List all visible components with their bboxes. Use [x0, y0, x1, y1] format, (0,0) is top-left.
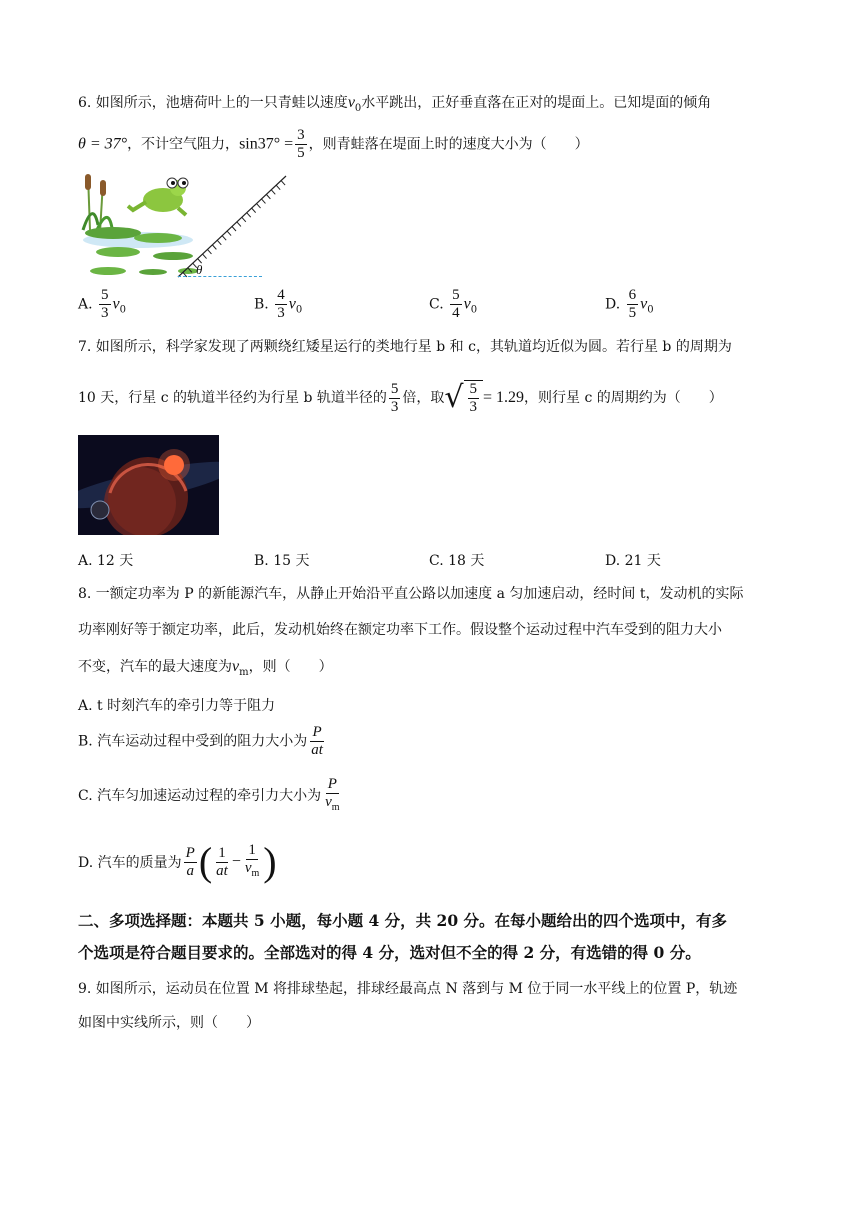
q8-option-b-text: B. 汽车运动过程中受到的阻力大小为 — [78, 733, 308, 750]
q9-line2: 如图中实线所示，则（ ） — [78, 1015, 260, 1031]
q8-line3-end: ，则（ ） — [248, 659, 333, 675]
q6-option-c-den: 4 — [452, 305, 460, 321]
q6-option-c-var: v — [463, 295, 471, 313]
incline-hatch-mark — [237, 222, 241, 227]
q8-option-a[interactable]: A. t 时刻汽车的牵引力等于阻力 — [78, 698, 276, 714]
dashed-baseline — [178, 276, 262, 277]
q6-line1-text: 6. 如图所示，池塘荷叶上的一只青蛙以速度 — [78, 95, 348, 111]
q8-line2: 功率刚好等于额定功率，此后，发动机始终在额定功率下工作。假设整个运动过程中汽车受到的阻力大小 — [78, 622, 722, 638]
incline-hatch-mark — [227, 231, 231, 236]
q6-line1-rest: 水平跳出，正好垂直落在正对的堤面上。已知堤面的倾角 — [361, 95, 712, 111]
q6-option-a-sub: 0 — [119, 304, 126, 316]
q8-option-d-f1 — [214, 845, 230, 880]
q8-option-b[interactable] — [78, 724, 327, 759]
q8-option-d-f2 — [243, 842, 261, 882]
q6-option-d-var: v — [640, 295, 648, 313]
q8-line1: 8. 一额定功率为 P 的新能源汽车，从静止开始沿平直公路以加速度 a 匀加速启动，经时间 t，发动机的实际 — [78, 586, 744, 602]
q7-line1: 7. 如图所示，科学家发现了两颗绕红矮星运行的类地行星 b 和 c，其轨道均近似为圆。若行星 b 的周期为 — [78, 339, 732, 355]
q7-option-b[interactable]: B. 15 天 — [254, 553, 310, 569]
q8-option-d-f2-num: 1 — [248, 842, 256, 858]
q6-option-d-sub: 0 — [647, 304, 654, 316]
q6-option-d-fraction — [627, 287, 639, 322]
q7-option-a[interactable]: A. 12 天 — [78, 553, 134, 569]
q6-option-b-den: 3 — [277, 305, 285, 321]
red-dwarf-planets-image — [78, 435, 219, 535]
q8-option-c-num: P — [327, 776, 337, 792]
q6-sin: sin37° = — [239, 135, 294, 153]
q6-line2 — [78, 127, 589, 162]
q7-option-c[interactable]: C. 18 天 — [429, 553, 485, 569]
q8-line3 — [78, 656, 333, 678]
q6-option-a-var: v — [112, 295, 120, 313]
incline-hatch-mark — [207, 249, 211, 254]
q8-option-d-den: a — [186, 862, 194, 879]
incline-hatch-mark — [252, 208, 256, 213]
q6-option-b[interactable] — [254, 287, 302, 322]
q7-line2-b: 倍，取 — [402, 390, 445, 406]
incline-hatch-mark — [247, 213, 251, 218]
q6-option-b-num: 4 — [277, 287, 285, 303]
incline-hatch-mark — [203, 254, 207, 259]
q6-line1 — [78, 92, 711, 114]
incline-hatch-mark — [257, 204, 261, 209]
section2-heading-line2: 个选项是符合题目要求的。全部选对的得 4 分，选对但不全的得 2 分，有选错的得 0 分。 — [78, 943, 701, 962]
q8-option-d-f1-num: 1 — [218, 844, 226, 861]
q6-line2-mid: ，不计空气阻力， — [127, 136, 240, 153]
q6-line2-end: ，则青蛙落在堤面上时的速度大小为（ ） — [308, 136, 589, 153]
incline-hatch-mark — [217, 240, 221, 245]
q6-option-c-fraction — [450, 287, 462, 322]
incline-hatch-mark — [242, 217, 246, 222]
incline-hatch-mark — [261, 199, 265, 204]
q6-var-v: v — [347, 94, 355, 111]
q6-option-d-den: 5 — [628, 305, 637, 321]
incline-hatch-mark — [276, 185, 280, 190]
q6-option-d-label: D. — [605, 296, 621, 313]
q6-option-c-sub: 0 — [470, 304, 478, 316]
q7-sqrt — [444, 380, 483, 416]
incline-hatch-mark — [281, 181, 285, 186]
q6-sin-fraction — [295, 127, 307, 162]
q8-option-b-fraction — [309, 724, 325, 759]
q6-option-b-var: v — [288, 295, 296, 313]
incline-hatch-mark — [232, 227, 236, 232]
q8-option-d[interactable]: D. 汽车的质量为 $\frac{P}{a}$ ( $\frac{1}{at}$ − $\frac{1}{v_m}$ ) — [78, 839, 277, 884]
incline-hatch-mark — [222, 236, 226, 241]
q9-line1: 9. 如图所示，运动员在位置 M 将排球垫起，排球经最高点 N 落到与 M 位于同一水平线上的位置 P，轨迹 — [78, 981, 738, 997]
q6-option-b-sub: 0 — [295, 304, 303, 316]
left-paren: ( — [198, 839, 213, 884]
q6-option-b-label: B. — [254, 296, 269, 313]
q8-option-d-num: P — [185, 844, 195, 861]
q7-eq: = 1.29 — [483, 389, 525, 406]
q7-line2 — [78, 380, 723, 416]
q8-option-d-text: D. 汽车的质量为 — [78, 855, 182, 871]
incline-hatch-mark — [212, 245, 216, 250]
q8-option-b-num: P — [312, 724, 322, 740]
q8-option-c-fraction — [323, 776, 341, 816]
q6-option-b-fraction — [275, 287, 287, 322]
q7-sqrt-den: 3 — [469, 399, 477, 415]
sqrt-symbol-icon: √ — [444, 380, 464, 415]
q7-sqrt-num: 5 — [469, 381, 477, 397]
q8-option-d-f1-den: at — [216, 862, 228, 879]
q8-vm-var: v — [232, 658, 240, 675]
q7-sqrt-fraction — [468, 381, 480, 416]
q8-option-d-fraction — [184, 845, 197, 880]
q8-line3-a: 不变，汽车的最大速度为 — [78, 659, 232, 675]
incline-hatch-mark — [266, 194, 270, 199]
q8-option-c[interactable] — [78, 776, 344, 816]
q6-option-a-label: A. — [78, 296, 93, 313]
q6-option-d[interactable] — [605, 287, 654, 322]
q6-option-d-num: 6 — [628, 287, 637, 303]
right-paren: ) — [263, 839, 277, 884]
q6-option-c-num: 5 — [452, 287, 460, 303]
frog-pond-illustration — [78, 170, 293, 280]
q8-option-c-den: v — [325, 794, 332, 810]
q7-radius-num: 5 — [390, 380, 399, 397]
q7-line2-end: ，则行星 c 的周期约为（ ） — [524, 390, 723, 406]
q6-var-sub: 0 — [354, 102, 362, 114]
q8-option-d-f2-den: v — [244, 860, 252, 876]
q6-option-a-num: 5 — [101, 287, 109, 303]
q8-option-b-den: at — [311, 742, 323, 758]
q6-option-c-label: C. — [429, 296, 444, 313]
q6-sin-num: 3 — [297, 127, 305, 143]
incline-hatch-mark — [271, 190, 275, 195]
q8-option-c-text: C. 汽车匀加速运动过程的牵引力大小为 — [78, 788, 322, 804]
q6-option-a[interactable] — [78, 287, 126, 322]
q8-option-c-sub: m — [331, 802, 340, 813]
theta-label: θ — [196, 262, 203, 277]
section2-heading-line1: 二、多项选择题：本题共 5 小题，每小题 4 分，共 20 分。在每小题给出的四个选项中，有多 — [78, 911, 728, 930]
frog-figure — [78, 170, 293, 280]
q6-option-c[interactable] — [429, 287, 477, 322]
q6-sin-den: 5 — [297, 145, 305, 161]
q6-option-a-den: 3 — [101, 305, 109, 321]
q6-option-a-fraction — [99, 287, 111, 322]
q8-option-d-f2-sub: m — [251, 868, 260, 879]
planet-illustration — [78, 435, 219, 535]
q6-theta: θ = 37° — [78, 135, 128, 153]
q7-option-d[interactable]: D. 21 天 — [605, 553, 661, 569]
q7-radius-den: 3 — [390, 398, 399, 415]
q8-vm-sub: m — [239, 666, 249, 678]
q7-radius-fraction — [389, 381, 401, 416]
q7-line2-a: 10 天，行星 c 的轨道半径约为行星 b 轨道半径的 — [78, 390, 387, 406]
